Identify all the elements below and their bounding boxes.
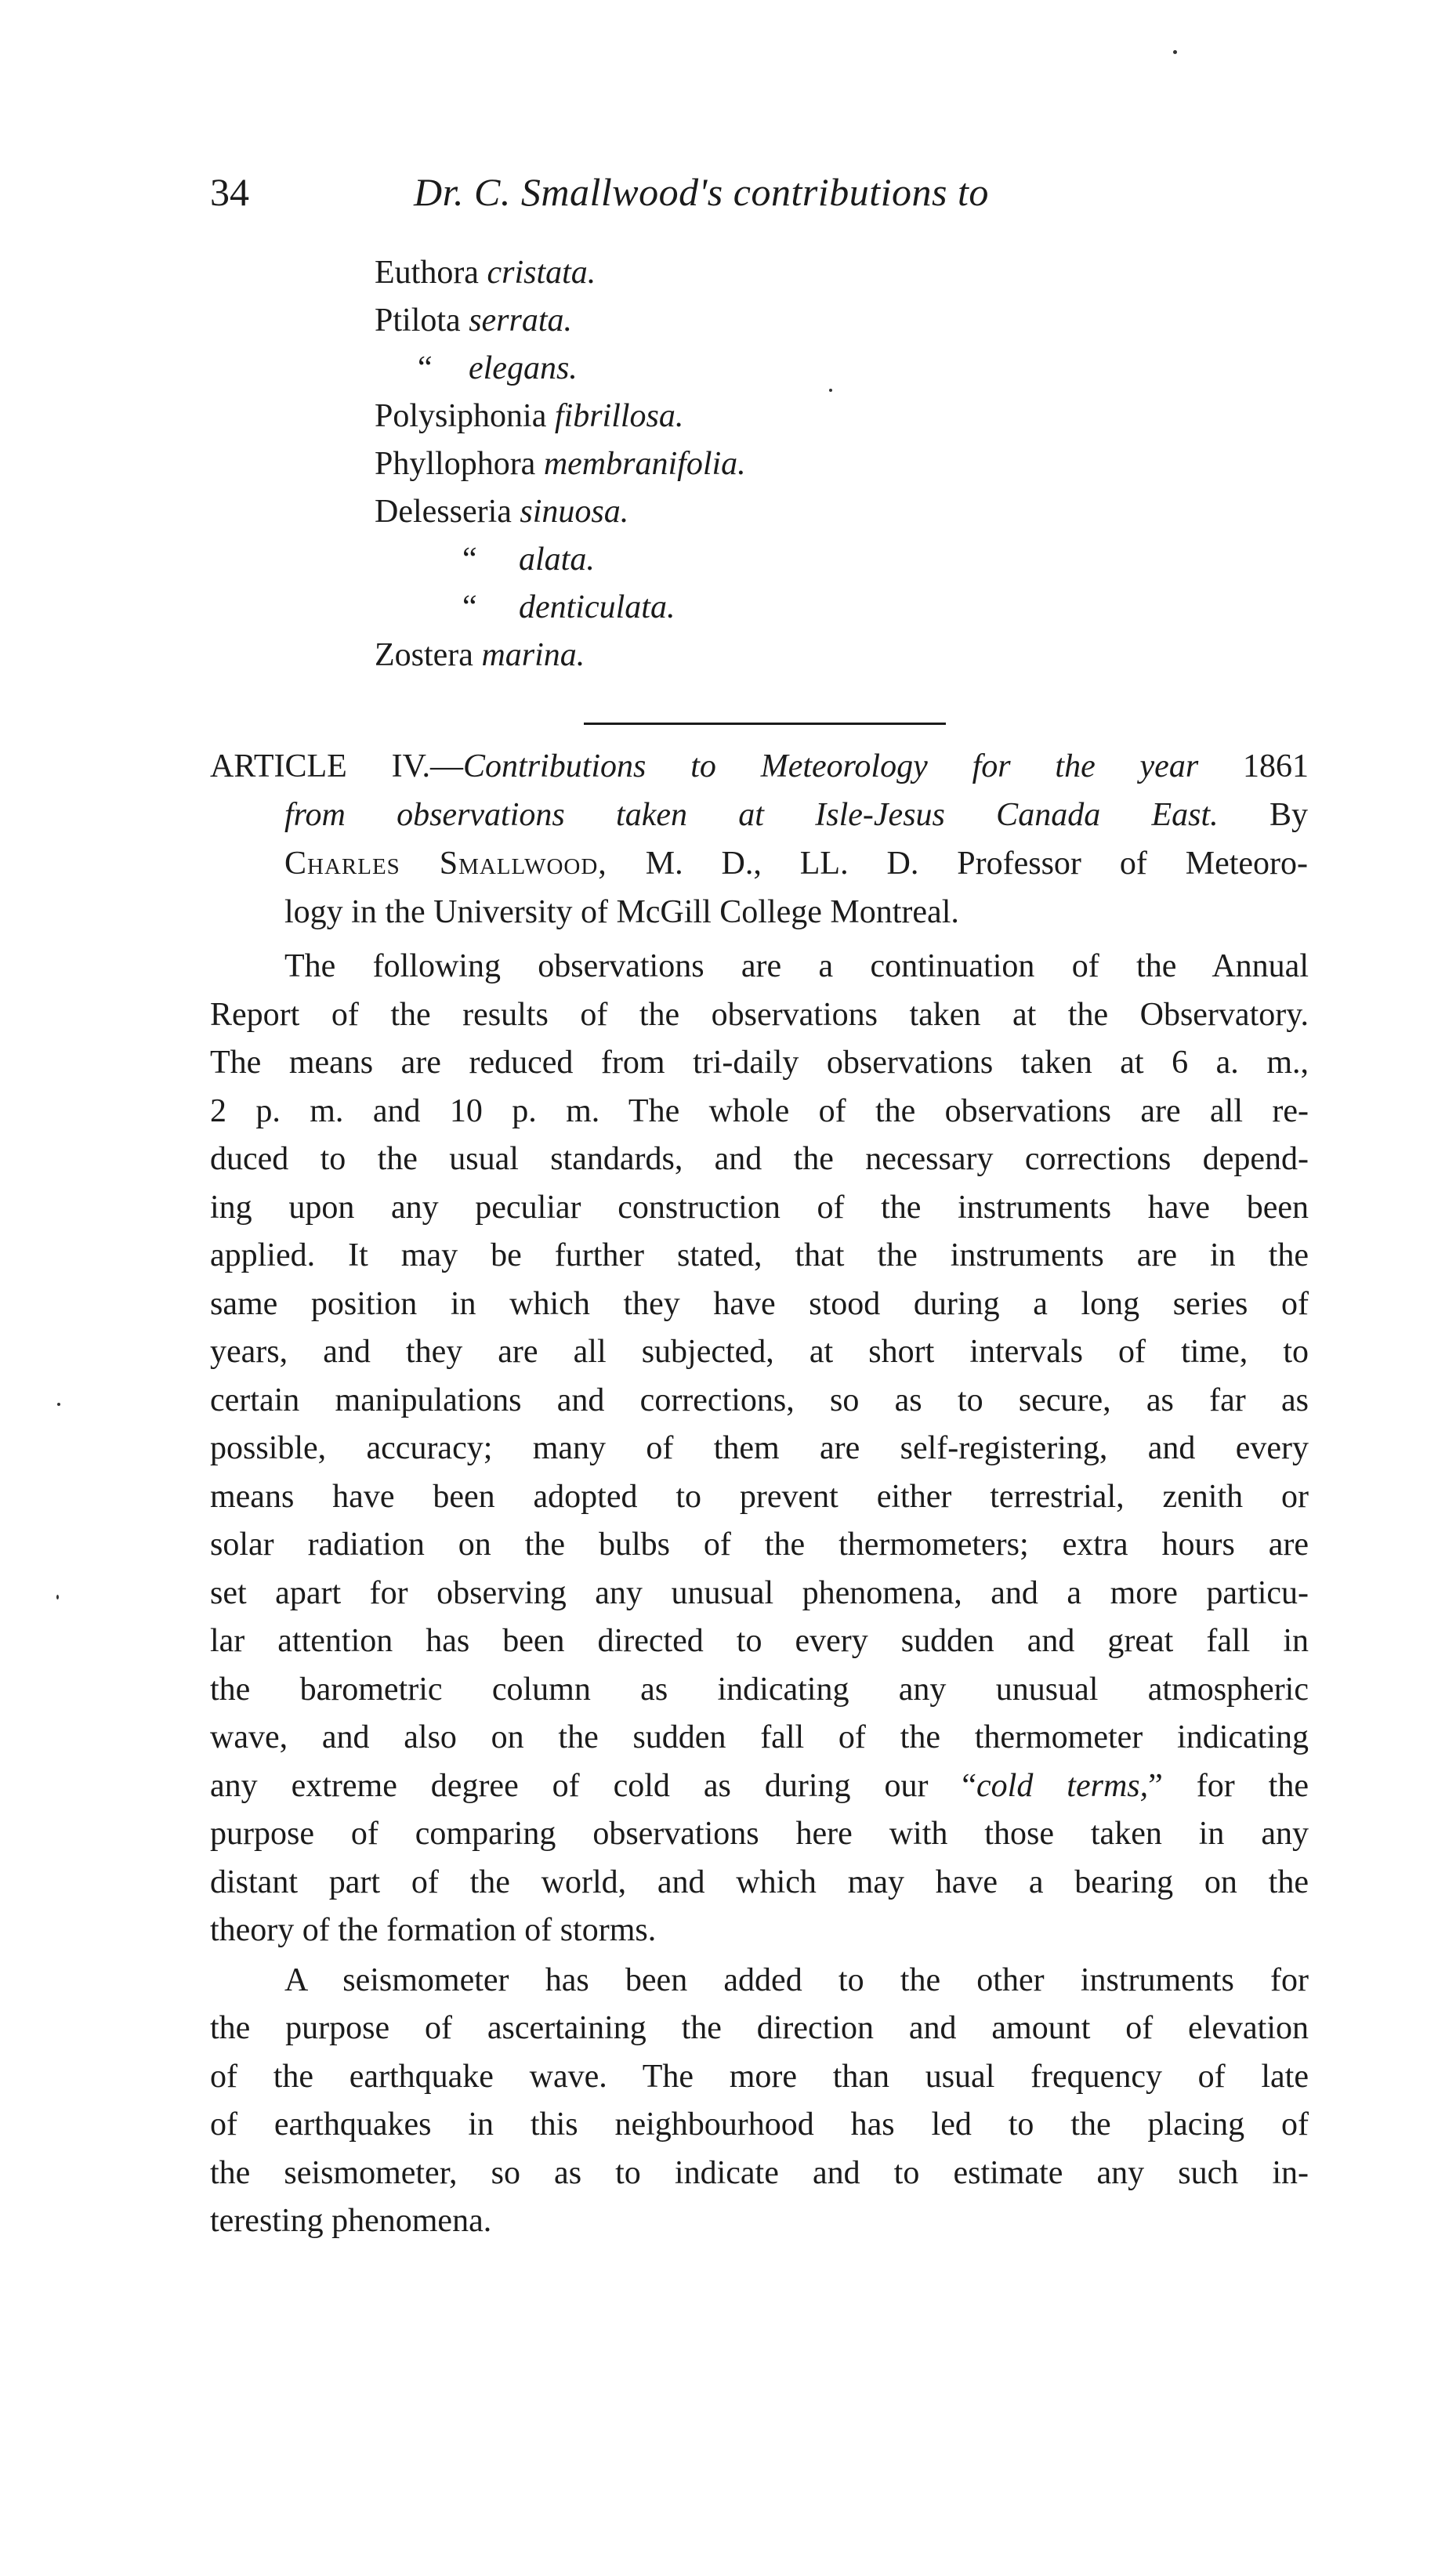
- list-item: Polysiphonia fibrillosa.: [375, 398, 684, 434]
- text-line: of the earthquake wave. The more than usual frequency of late: [210, 2058, 1309, 2095]
- paragraph: [210, 1957, 1309, 2246]
- section-divider: [584, 723, 946, 725]
- scan-speck: [1173, 50, 1177, 54]
- scan-speck: [829, 389, 832, 392]
- text-line: set apart for observing any unusual phenomena, and a more particu-: [210, 1574, 1309, 1611]
- list-item: “ alata.: [462, 542, 595, 578]
- text-line: A seismometer has been added to the other instruments for: [284, 1962, 1309, 1998]
- text-line: lar attention has been directed to every sudden and great fall in: [210, 1623, 1309, 1659]
- page-number: 34: [210, 170, 249, 214]
- article-heading-line: from observations taken at Isle-Jesus Canada East. By: [284, 797, 1308, 833]
- article-heading-line: [210, 888, 1307, 936]
- list-item: Delesseria sinuosa.: [375, 494, 629, 530]
- text-line: solar radiation on the bulbs of the thermometers; extra hours are: [210, 1527, 1309, 1563]
- text-line: the seismometer, so as to indicate and to estimate any such in-: [210, 2154, 1309, 2191]
- text-line: theory of the formation of storms.: [210, 1912, 657, 1948]
- text-line: the barometric column as indicating any unusual atmospheric: [210, 1671, 1309, 1708]
- text-line: The following observations are a continuation of the Annual: [284, 948, 1309, 984]
- text-line: purpose of comparing observations here with those taken in any: [210, 1816, 1309, 1852]
- text-line: applied. It may be further stated, that the instruments are in the: [210, 1237, 1309, 1273]
- running-title: Dr. C. Smallwood's contributions to: [414, 170, 989, 214]
- text-line: means have been adopted to prevent either terrestrial, zenith or: [210, 1478, 1309, 1515]
- text-line: possible, accuracy; many of them are self-registering, and every: [210, 1430, 1309, 1466]
- list-item: “ elegans.: [418, 350, 578, 386]
- list-item: Euthora cristata.: [375, 255, 596, 291]
- text-line: the purpose of ascertaining the direction and amount of elevation: [210, 2010, 1309, 2046]
- article-heading-line: [210, 742, 1309, 791]
- article-body: [210, 943, 1309, 2246]
- cold-terms: cold terms,: [976, 1767, 1149, 1804]
- text-line: ing upon any peculiar construction of the instruments have been: [210, 1189, 1309, 1226]
- text-line: certain manipulations and corrections, so as to secure, as far as: [210, 1382, 1309, 1418]
- text-line: years, and they are all subjected, at short intervals of time, to: [210, 1334, 1309, 1370]
- paragraph: [210, 943, 1309, 1955]
- species-list: [375, 249, 746, 679]
- text-line: 2 p. m. and 10 p. m. The whole of the observations are all re-: [210, 1092, 1309, 1129]
- text-line: any extreme degree of cold as during our “cold terms,” for the: [210, 1767, 1309, 1804]
- list-item: “ denticulata.: [462, 589, 675, 625]
- text-line: duced to the usual standards, and the necessary corrections depend-: [210, 1141, 1309, 1177]
- text-line: same position in which they have stood during a long series of: [210, 1285, 1309, 1322]
- article-heading-line: Charles Smallwood, M. D., LL. D. Professor of Meteoro-: [284, 846, 1308, 882]
- article-label: ARTICLE IV.—: [210, 748, 464, 784]
- scan-speck: [56, 1595, 59, 1599]
- scan-speck: [57, 1403, 60, 1406]
- list-item: Phyllophora membranifolia.: [375, 446, 746, 482]
- text-line: Report of the results of the observations taken at the Observatory.: [210, 996, 1309, 1033]
- text-line: of earthquakes in this neighbourhood has led to the placing of: [210, 2106, 1309, 2143]
- article-heading: [210, 742, 1307, 936]
- text-line: distant part of the world, and which may have a bearing on the: [210, 1864, 1309, 1900]
- article-year: 1861: [1243, 748, 1309, 784]
- text-line: The means are reduced from tri-daily observations taken at 6 a. m.,: [210, 1045, 1309, 1081]
- text-line: teresting phenomena.: [210, 2203, 492, 2239]
- author-affiliation: logy in the University of McGill College Montreal.: [284, 894, 959, 930]
- text-line: wave, and also on the sudden fall of the thermometer indicating: [210, 1719, 1309, 1755]
- running-head: [210, 161, 1307, 223]
- list-item: Zostera marina.: [375, 637, 585, 673]
- list-item: Ptilota serrata.: [375, 302, 573, 339]
- author-name: Charles Smallwood,: [284, 846, 607, 882]
- article-title: Contributions to Meteorology for the year: [463, 748, 1199, 784]
- article-title-cont: from observations taken at Isle-Jesus Canada East.: [284, 797, 1219, 833]
